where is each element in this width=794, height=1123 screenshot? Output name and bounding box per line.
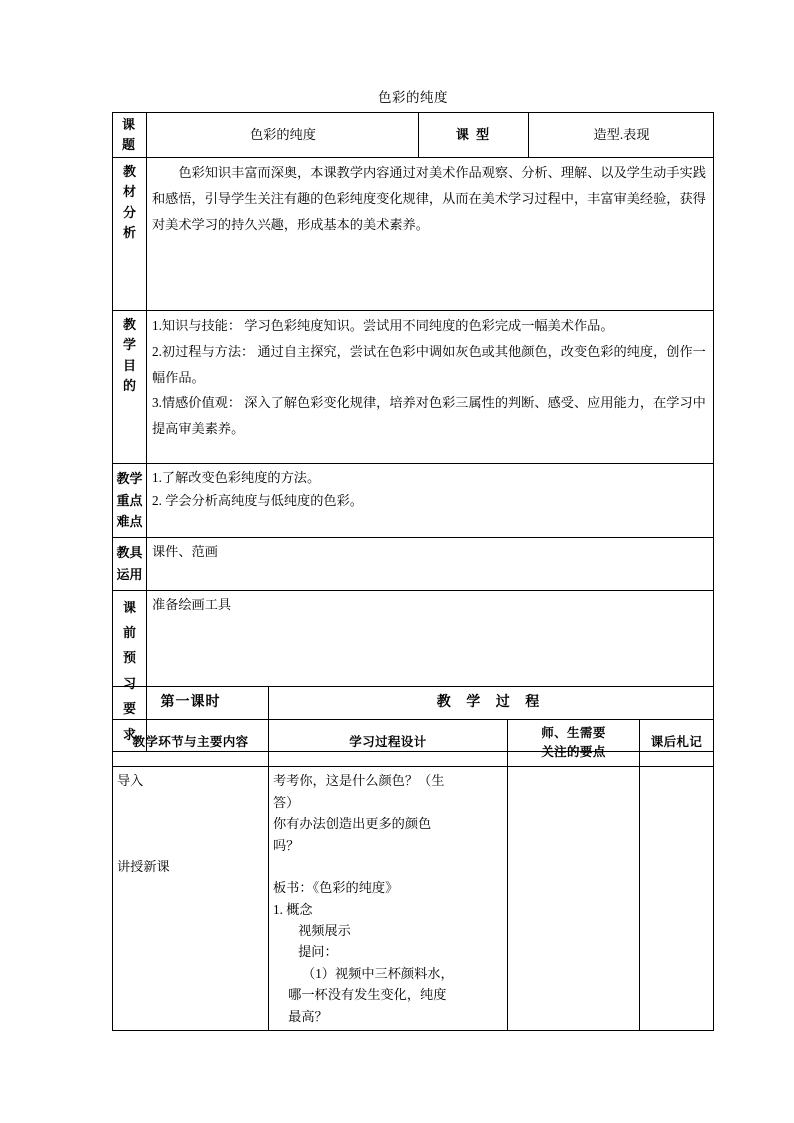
label-char: 难点 [116,514,143,530]
label-char: 教 [122,164,136,180]
design-line: 视频展示 [298,923,351,939]
label-focus-difficulty [113,464,147,537]
content-teaching-objectives [147,311,714,464]
table-row-process-header [113,687,714,720]
page-title: 色彩的纯度 [378,90,448,105]
design-line: 板书：《色彩的纯度》 [273,880,399,896]
design-line: 提问： [298,944,338,960]
header-process: 教 学 过 程 [269,687,714,720]
label-char: 求 [122,726,136,742]
content-material-analysis [147,158,714,311]
label-material-analysis [113,158,147,311]
objective-item: 3.情感价值观： 深入了解色彩变化规律，培养对色彩三属性的判断、感受、应用能力，在学习中提高审美素养。 [152,395,706,437]
design-line: 答） [273,794,300,810]
design-line: 你有办法创造出更多的颜色 [273,816,432,832]
label-char: 预 [122,650,136,666]
table-row-subject [113,113,714,158]
focus-item: 1.了解改变色彩纯度的方法。 [152,470,321,486]
label-char: 的 [122,377,136,393]
content-focus-difficulty [147,464,714,537]
value-lesson-type: 造型.表现 [529,113,714,158]
label-char: 前 [122,625,136,641]
design-line: 哪一杯没有发生变化，纯度 [288,987,447,1003]
stage-intro: 导入 [117,773,144,789]
table-row-objectives [113,311,714,464]
label-char: 要 [122,701,136,717]
table-row-focus-difficulty [113,464,714,537]
table-row-process-body [113,767,714,1031]
cell-teaching-stages [113,767,269,1031]
key-points-line-2: 关注的要点 [541,745,606,760]
content-teaching-tools [147,537,714,590]
cell-learning-design [269,767,508,1031]
design-line: （1）视频中三杯颜料水， [302,965,454,981]
key-points-line-1: 师、生需要 [541,725,606,740]
cell-key-points [508,767,640,1031]
label-char: 析 [122,224,136,240]
value-subject: 色彩的纯度 [147,113,419,158]
cell-after-class-records [640,767,714,1031]
label-char: 目 [122,357,136,373]
tool-item: 课件、范画 [152,543,218,559]
lesson-info-table [112,112,714,752]
spacer [117,835,264,856]
focus-item: 2. 学会分析高纯度与低纯度的色彩。 [152,493,363,509]
table-row-teaching-tools [113,537,714,590]
label-char: 重点 [116,492,143,508]
column-header-design: 学习过程设计 [269,719,508,767]
label-lesson-type: 课 型 [419,113,529,158]
paragraph: 色彩知识丰富而深奥，本课教学内容通过对美术作品观察、分析、理解、以及学生动手实践和感悟，引导学生关注有趣的色彩纯度变化规律，从而在美术学习过程中，丰富审美经验，获得对美术学习的持久兴趣，形成基本的美术素养。 [152,165,706,232]
design-line: 1. 概念 [273,901,313,917]
objective-item: 1.知识与技能： 学习色彩纯度知识。尝试用不同纯度的色彩完成一幅美术作品。 [152,318,614,334]
header-period: 第一课时 [113,687,269,720]
table-row-column-headers [113,719,714,767]
spacer [117,813,264,834]
stage-new-lesson: 讲授新课 [117,858,170,874]
label-char: 课 [122,599,136,615]
label-char: 学 [122,337,136,353]
label-char: 习 [122,675,136,691]
spacer [273,856,503,877]
table-row-material-analysis [113,158,714,311]
design-line: 最高？ [288,1008,328,1024]
label-teaching-objectives [113,311,147,464]
design-line: 吗？ [273,837,300,853]
column-header-stage: 教学环节与主要内容 [113,719,269,767]
label-char: 教具 [116,544,143,560]
label-char: 分 [122,204,136,220]
label-char: 教学 [116,471,143,487]
objective-item: 2.初过程与方法： 通过自主探究，尝试在色彩中调如灰色或其他颜色，改变色彩的纯度，创作一幅作品。 [152,344,706,385]
spacer [117,792,264,813]
teaching-process-table [112,686,714,1031]
design-line: 考考你，这是什么颜色？（生 [273,773,445,789]
label-char: 材 [122,184,136,200]
column-header-records: 课后札记 [640,719,714,767]
column-header-key-points [508,719,640,767]
label-char: 教 [122,317,136,333]
preview-item: 准备绘画工具 [152,596,232,612]
label-subject: 课 题 [113,113,147,158]
label-teaching-tools [113,537,147,590]
label-char: 运用 [116,566,143,582]
